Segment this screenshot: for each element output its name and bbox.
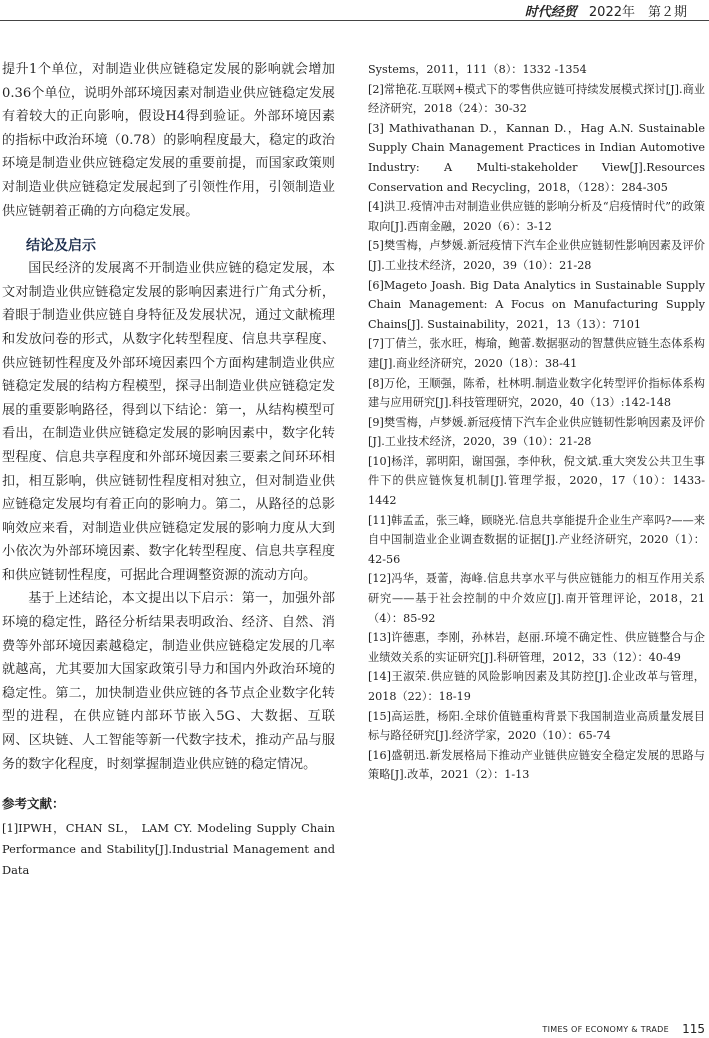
reference-item: [7]丁倩兰，张水旺，梅瑜，鲍蕾.数据驱动的智慧供应链生态体系构建[J].商业经济研究，2020（18）：38-41 (368, 337, 705, 370)
footer-journal-name: TIMES OF ECONOMY & TRADE (542, 1025, 669, 1034)
journal-header (525, 1, 687, 20)
body-paragraph: 基于上述结论，本文提出以下启示：第一，加强外部环境的稳定性，路径分析结果表明政治、经济、自然、消费等外部环境因素越稳定，制造业供应链稳定发展的几率就越高，尤其要加大国家政策引导力和国内外政治环境的稳定性。第二，加快制造业供应链的各节点企业数字化转型的进程，在供应链内部环节嵌入5G、大数据、互联网、区块链、人工智能等新一代数字技术，推动产品与服务的数字化程度，时刻掌握制造业供应链的稳定情况。 (2, 591, 335, 772)
header-rule (0, 20, 709, 21)
journal-issue: 2022年 第２期 (588, 5, 687, 20)
body-paragraph: 提升1个单位，对制造业供应链稳定发展的影响就会增加0.36个单位，说明外部环境因素对制造业供应链稳定发展有着较大的正向影响，假设H4得到验证。外部环境因素的指标中政治环境（0.78）的影响程度最大，稳定的政治环境是制造业供应链稳定发展的重要前提，而国家政策则对制造业供应链稳定发展起到了引领性作用，引领制造业供应链朝着正确的方向稳定发展。 (2, 62, 335, 219)
reference-item: Systems，2011，111（8）：1332 -1354 (368, 63, 587, 76)
page-header (0, 0, 709, 18)
references-title: 参考文献： (2, 796, 65, 812)
reference-item: [8]万伦，王顺强，陈希，杜林明.制造业数字化转型评价指标体系构建与应用研究[J].科技管理研究，2020，40（13）:142-148 (368, 376, 705, 410)
reference-item: [16]盛朝迅.新发展格局下推动产业链供应链安全稳定发展的思路与策略[J].改革，2021（2）：1-13 (368, 748, 705, 782)
journal-brand: 时代经贸 (524, 5, 577, 20)
reference-item: [4]洪卫.疫情冲击对制造业供应链的影响分析及“启疫情时代”的政策取向[J].西南金融，2020（6）：3-12 (368, 200, 705, 233)
reference-item: [5]樊雪梅，卢梦媛.新冠疫情下汽车企业供应链韧性影响因素及评价[J].工业技术经济，2020，39（10）：21-28 (368, 239, 705, 272)
reference-item: [13]许德惠，李刚，孙林岩，赵丽.环境不确定性、供应链整合与企业绩效关系的实证研究[J].科研管理，2012，33（12）：40-49 (368, 631, 705, 664)
section-title: 结论及启示 (26, 238, 96, 255)
page-footer (0, 1022, 709, 1038)
left-column (2, 58, 335, 881)
right-column-references (368, 60, 705, 785)
reference-item: [1]IPWH，CHAN SL， LAM CY. Modeling Supply Chain Performance and Stability[J].Industrial Management and Data (2, 821, 335, 878)
reference-item: [14]王淑荣.供应链的风险影响因素及其防控[J].企业改革与管理，2018（22）：18-19 (368, 670, 705, 703)
reference-item: [15]高运胜，杨阳.全球价值链重构背景下我国制造业高质量发展目标与路径研究[J].经济学家，2020（10）：65-74 (368, 709, 705, 743)
reference-item: [2]常艳花.互联网+模式下的零售供应链可持续发展模式探讨[J].商业经济研究，2018（24）：30-32 (368, 82, 705, 116)
reference-item: [10]杨洋，郭明阳，谢国强，李仲秋，倪文斌.重大突发公共卫生事件下的供应链恢复机制[J].管理学报，2020，17（10）：1433-1442 (368, 454, 705, 508)
body-paragraph: 国民经济的发展离不开制造业供应链的稳定发展，本文对制造业供应链稳定发展的影响因素进行广角式分析，着眼于制造业供应链自身特征及发展状况，通过文献梳理和发放问卷的形式，从数字化转型程度、信息共享程度、供应链韧性程度及外部环境因素四个方面构建制造业供应链稳定发展的结构方程模型，探寻出制造业供应链稳定发展的重要影响路径，得到以下结论：第一，从结构模型可看出，在制造业供应链稳定发展的影响因素中，数字化转型程度、信息共享程度和外部环境因素三要素之间环环相扣，相互影响，供应链韧性程度相对独立，但对制造业供应链稳定发展均有着正向的影响力。第二，从路径的总影响效应来看，对制造业供应链稳定发展的影响力度从大到小依次为外部环境因素、数字化转型程度、信息共享程度和供应链韧性程度，可据此合理调整资源的流动方向。 (2, 261, 335, 583)
reference-item: [11]韩孟孟，张三峰，顾晓光.信息共享能提升企业生产率吗?——来自中国制造业企业调查数据的证据[J].产业经济研究，2020（1）：42-56 (368, 513, 705, 566)
reference-item: [3] Mathivathanan D.，Kannan D.，Hag A.N. Sustainable Supply Chain Management Practices in Indian Automotive Industry: A Multi-stakeholder View[J].Resources Conservation and Recycling，2018，（128）：284-305 (368, 121, 705, 194)
reference-item: [6]Mageto Joash. Big Data Analytics in Sustainable Supply Chain Management: A Focus on Manufacturing Supply Chains[J]. Sustainability，2021，13（13）：7101 (368, 278, 705, 331)
reference-item: [9]樊雪梅，卢梦媛.新冠疫情下汽车企业供应链韧性影响因素及评价[J].工业技术经济，2020，39（10）：21-28 (368, 415, 705, 449)
page-number: 115 (682, 1022, 705, 1036)
reference-item: [12]冯华，聂蕾，海峰.信息共享水平与供应链能力的相互作用关系研究——基于社会控制的中介效应[J].南开管理评论，2018，21（4）：85-92 (368, 572, 705, 625)
